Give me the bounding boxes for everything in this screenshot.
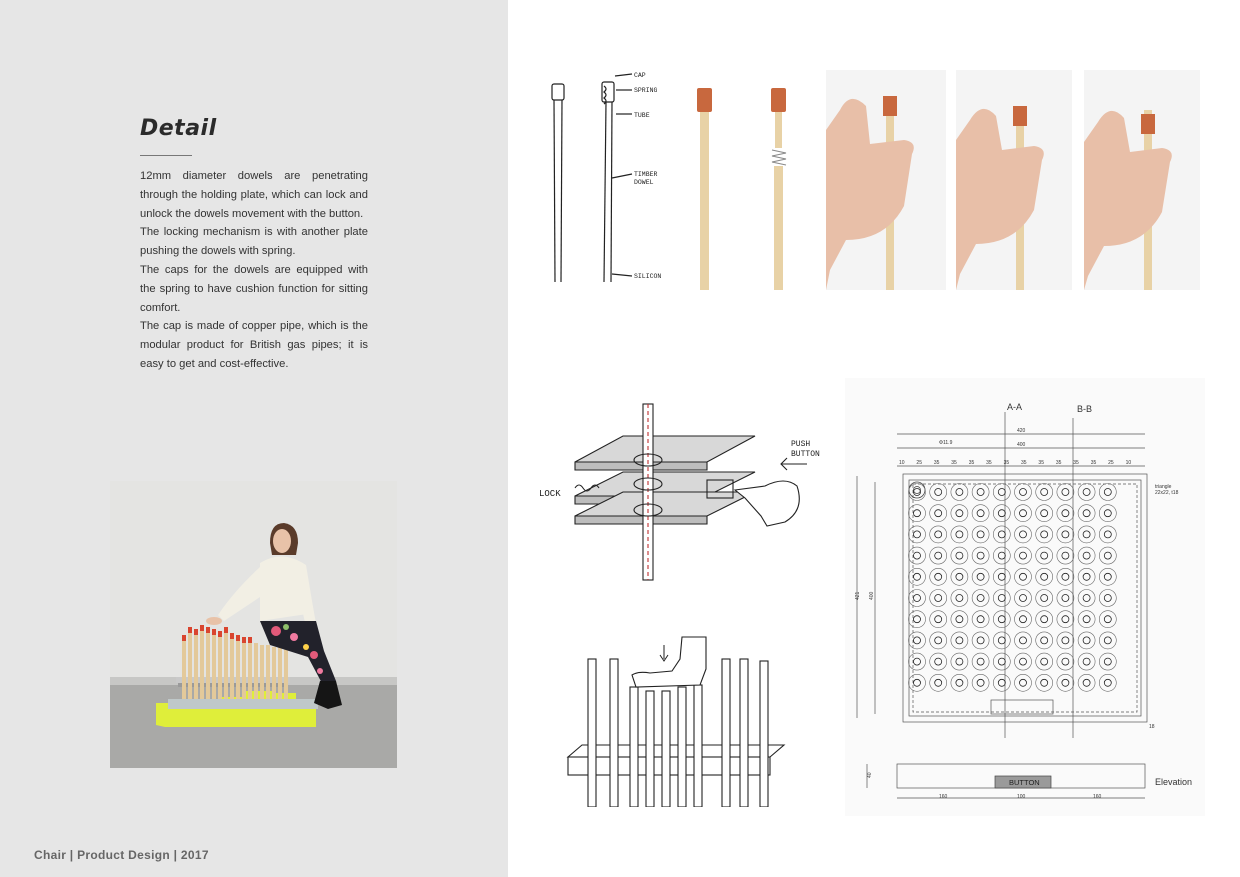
dim-row-value: 35 bbox=[933, 460, 940, 466]
footer-caption: Chair | Product Design | 2017 bbox=[34, 848, 209, 862]
label-timber: TIMBER bbox=[634, 171, 658, 178]
dim-row-value: 25 bbox=[1108, 460, 1114, 466]
description-text bbox=[140, 167, 368, 374]
dim-row-value: 35 bbox=[1003, 460, 1010, 466]
dim-row-value: 35 bbox=[968, 460, 975, 466]
dim-420: 420 bbox=[1017, 428, 1026, 434]
label-tube: TUBE bbox=[634, 112, 650, 119]
dim-row-value: 35 bbox=[1073, 460, 1079, 466]
dim-row-value: 35 bbox=[1038, 460, 1044, 466]
dim-row-value: 35 bbox=[1021, 460, 1027, 466]
title-underline bbox=[140, 155, 192, 156]
dim-v-400: 400 bbox=[869, 591, 875, 600]
dowel-push-sketch bbox=[560, 635, 790, 807]
dim-v-421: 421 bbox=[855, 591, 861, 600]
label-silicon: SILICON bbox=[634, 273, 662, 280]
label-spring: SPRING bbox=[634, 87, 658, 94]
dim-row-value: 10 bbox=[899, 460, 905, 466]
dim-400: 400 bbox=[1017, 442, 1026, 448]
dim-row-value: 35 bbox=[986, 460, 992, 466]
hand-photo-1 bbox=[826, 70, 946, 290]
dim-bottom-right: 160 bbox=[1093, 794, 1102, 800]
paragraph-2: The locking mechanism is with another plate pushing the dowels with spring. bbox=[140, 226, 368, 258]
dowel-sketch bbox=[540, 68, 680, 290]
dim-hole: Φ11.9 bbox=[939, 440, 953, 446]
hand-photo-3 bbox=[1084, 70, 1200, 290]
dim-row-value: 35 bbox=[1090, 460, 1097, 466]
dim-row-value: 35 bbox=[1055, 460, 1062, 466]
paragraph-1: 12mm diameter dowels are penetrating through the holding plate, which can lock and unlock the dowels movement with the button. bbox=[140, 170, 368, 220]
chair-photo bbox=[110, 481, 397, 768]
button-label: BUTTON bbox=[1009, 778, 1040, 787]
label-push: PUSH bbox=[791, 440, 811, 449]
section-a-label: A-A bbox=[1007, 402, 1023, 412]
page-title: Detail bbox=[140, 116, 217, 141]
dim-row-value: 10 bbox=[1125, 460, 1132, 466]
paragraph-4: The cap is made of copper pipe, which is the modular product for British gas pipes; it is easy to get and cost-effective. bbox=[140, 320, 368, 370]
elevation-label: Elevation bbox=[1155, 777, 1193, 787]
section-b-label: B-B bbox=[1077, 404, 1093, 414]
triangle-note-1: triangle bbox=[1155, 484, 1172, 490]
label-cap: CAP bbox=[634, 72, 646, 79]
triangle-note-2: 22x22, t18 bbox=[1155, 490, 1179, 496]
label-dowel: DOWEL bbox=[634, 179, 654, 186]
dim-bottom-mid: 100 bbox=[1017, 794, 1026, 800]
dim-18: 18 bbox=[1149, 724, 1155, 730]
dim-bottom-left: 160 bbox=[939, 794, 948, 800]
lock-mechanism-sketch bbox=[535, 400, 835, 585]
technical-drawing bbox=[845, 378, 1205, 816]
label-lock: LOCK bbox=[539, 489, 561, 499]
dim-row-value: 35 bbox=[951, 460, 957, 466]
paragraph-3: The caps for the dowels are equipped with the spring to have cushion function for sitting comfort. bbox=[140, 263, 368, 314]
hand-photo-2 bbox=[956, 70, 1072, 290]
dim-40: 40 bbox=[867, 772, 873, 778]
label-button: BUTTON bbox=[791, 450, 820, 459]
dowel-photo-strip bbox=[690, 70, 1200, 290]
dim-row-value: 25 bbox=[916, 460, 922, 466]
